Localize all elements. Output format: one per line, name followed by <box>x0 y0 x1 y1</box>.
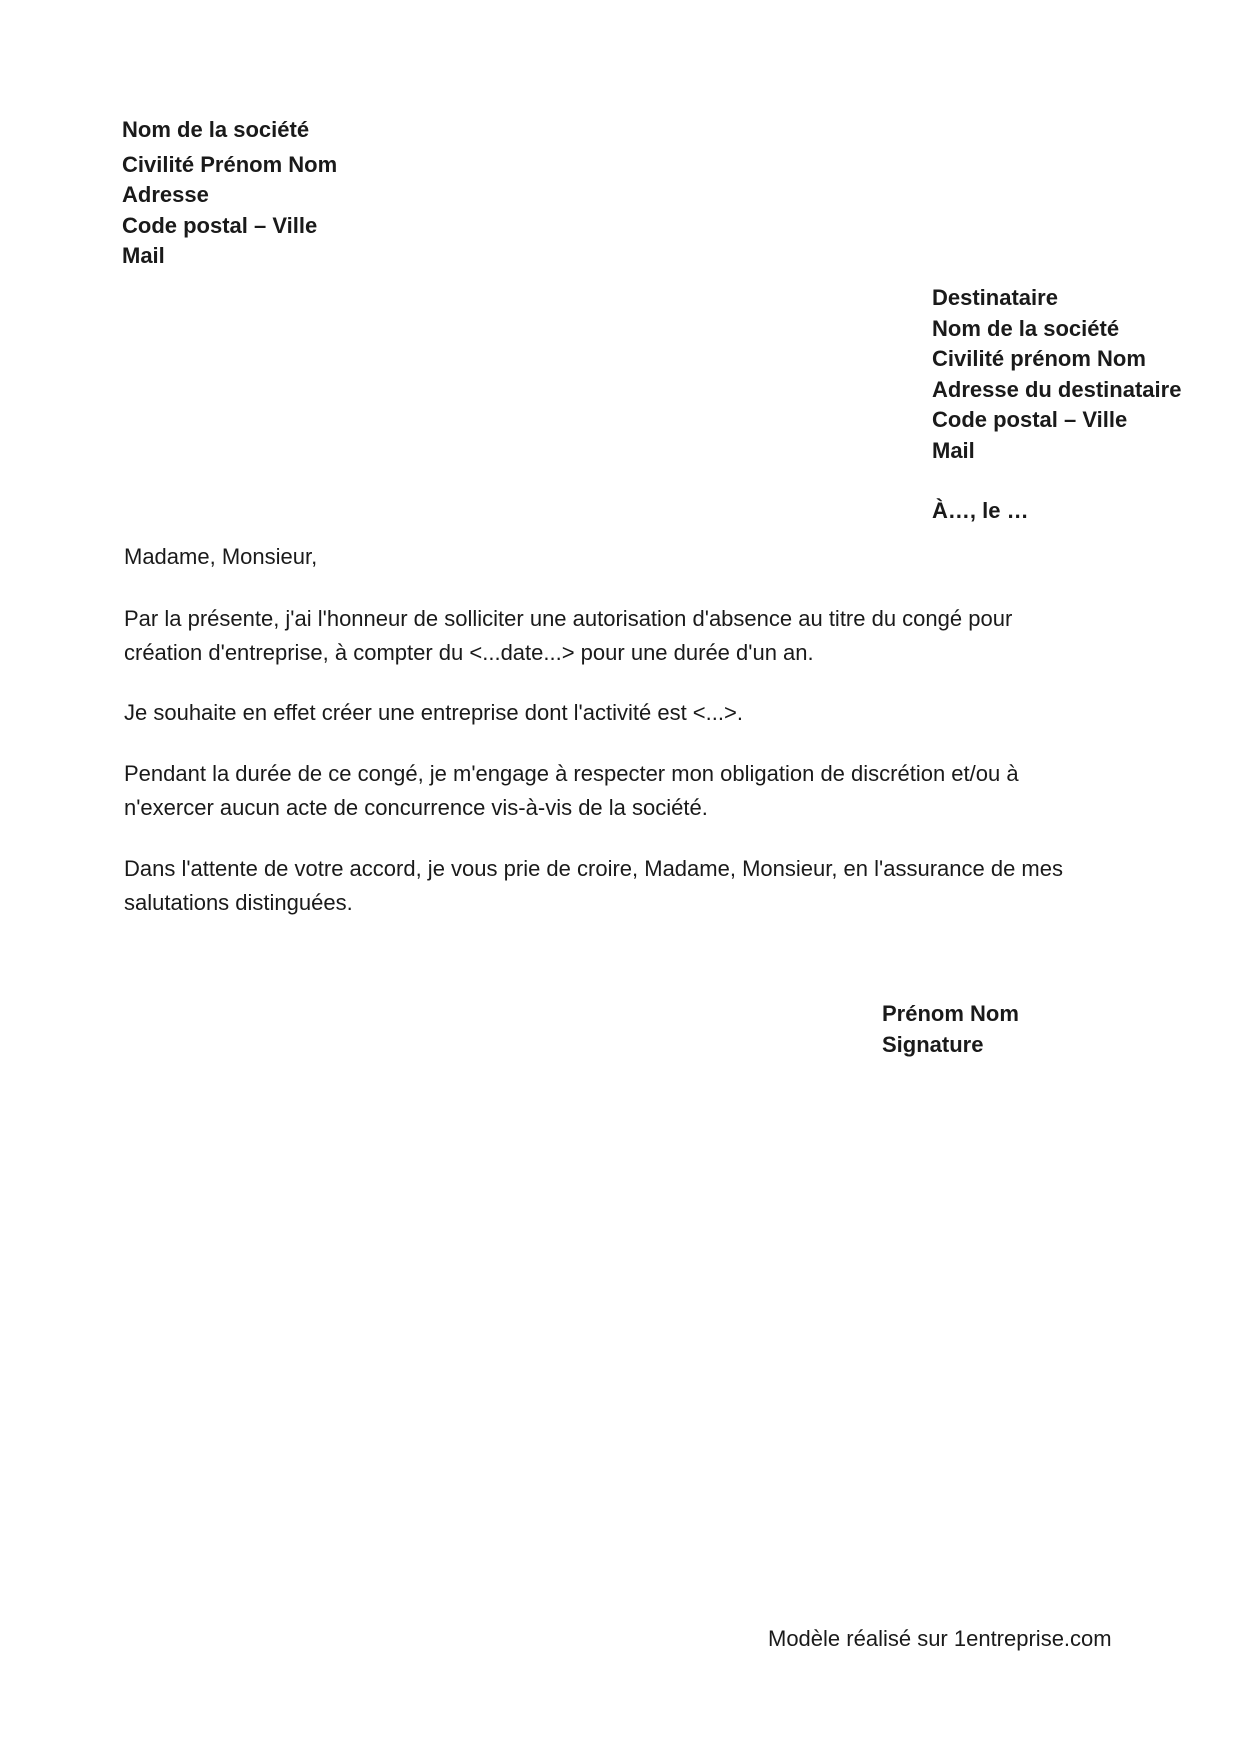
paragraph-commitment <box>124 757 1124 825</box>
paragraph-line: Dans l'attente de votre accord, je vous prie de croire, Madame, Monsieur, en l'assurance de mes <box>124 856 1063 881</box>
paragraph-line: salutations distinguées. <box>124 890 353 915</box>
paragraph-line: Par la présente, j'ai l'honneur de solliciter une autorisation d'absence au titre du congé pour <box>124 606 1013 631</box>
footer-credit: Modèle réalisé sur 1entreprise.com <box>768 1626 1112 1651</box>
recipient-label: Destinataire <box>932 285 1058 310</box>
signoff-signature: Signature <box>882 1031 984 1057</box>
paragraph-activity <box>124 696 1124 730</box>
recipient-city: Code postal – Ville <box>932 407 1128 432</box>
recipient-company: Nom de la société <box>932 315 1120 341</box>
sender-mail: Mail <box>122 243 165 268</box>
salutation <box>124 540 1124 574</box>
sender-city: Code postal – Ville <box>122 212 318 238</box>
recipient-mail: Mail <box>932 437 975 463</box>
paragraph-line: Pendant la durée de ce congé, je m'engage à respecter mon obligation de discrétion et/ou à <box>124 761 1019 786</box>
sender-company: Nom de la société <box>122 117 310 142</box>
signoff-block <box>882 999 1019 1060</box>
sender-block <box>122 115 337 272</box>
paragraph-closing <box>124 852 1124 920</box>
paragraph-line: création d'entreprise, à compter du <...date...> pour une durée d'un an. <box>124 640 814 665</box>
paragraph-request <box>124 602 1124 670</box>
sender-address: Adresse <box>122 182 209 207</box>
salutation-text: Madame, Monsieur, <box>124 544 318 569</box>
recipient-block <box>932 283 1181 527</box>
recipient-address: Adresse du destinataire <box>932 376 1182 402</box>
paragraph-line: Je souhaite en effet créer une entreprise dont l'activité est <...>. <box>124 700 743 725</box>
signoff-name: Prénom Nom <box>882 1001 1019 1026</box>
recipient-name: Civilité prénom Nom <box>932 346 1146 371</box>
paragraph-line: n'exercer aucun acte de concurrence vis-à-vis de la société. <box>124 795 708 820</box>
sender-name: Civilité Prénom Nom <box>122 151 338 177</box>
place-date: À…, le … <box>932 498 1029 523</box>
